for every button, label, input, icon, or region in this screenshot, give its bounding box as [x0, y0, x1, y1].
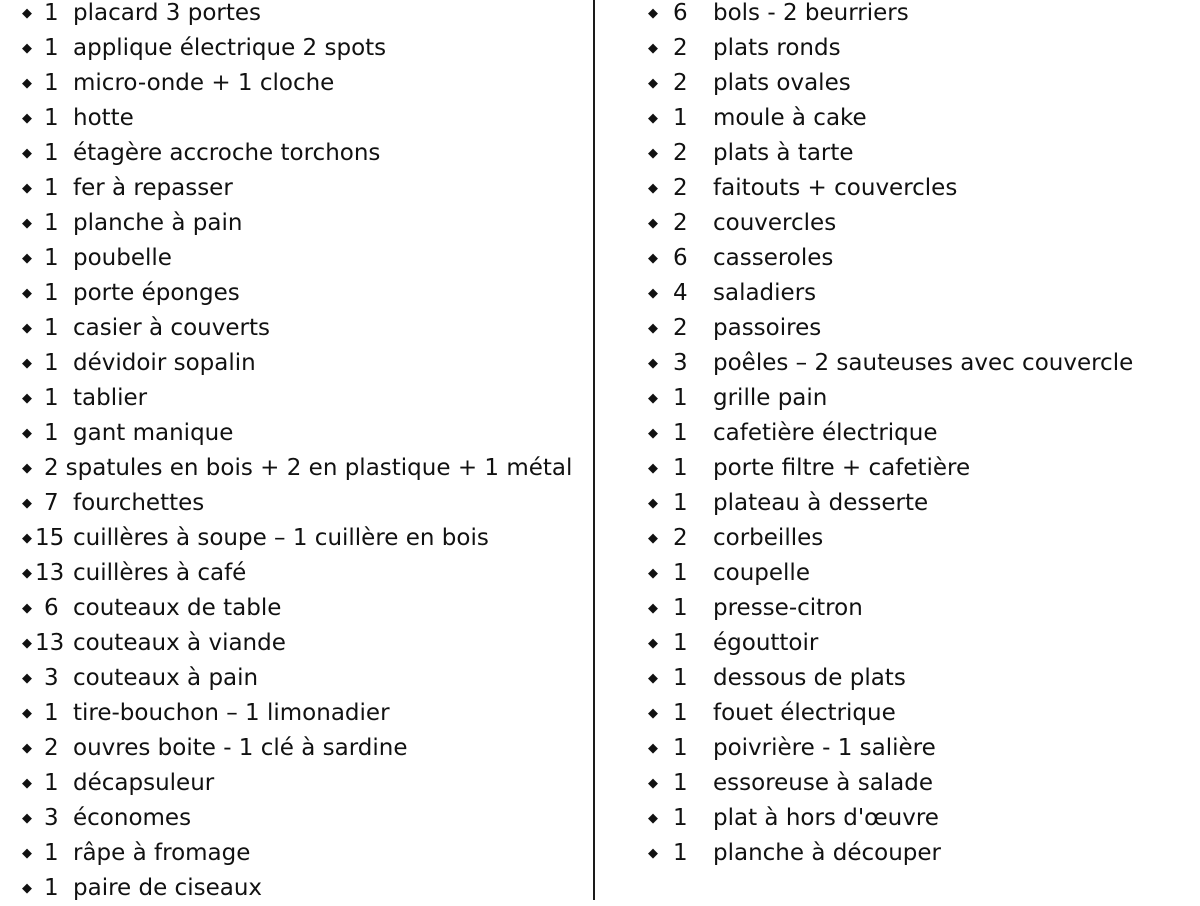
diamond-bullet-icon: ◆ — [648, 391, 658, 406]
list-item — [22, 241, 582, 276]
list-item — [648, 486, 1193, 521]
item-quantity: 1 — [44, 315, 59, 341]
diamond-bullet-icon: ◆ — [648, 41, 658, 56]
item-label: planche à pain — [73, 210, 243, 236]
item-quantity: 2 — [673, 175, 688, 201]
list-item — [22, 731, 582, 766]
item-label: dévidoir sopalin — [73, 350, 256, 376]
list-item — [22, 661, 582, 696]
item-label: plats à tarte — [713, 140, 854, 166]
diamond-bullet-icon: ◆ — [22, 671, 32, 686]
item-label: tire-bouchon – 1 limonadier — [73, 700, 390, 726]
inventory-list-right — [648, 0, 1193, 871]
diamond-bullet-icon: ◆ — [648, 321, 658, 336]
list-item — [22, 416, 582, 451]
list-item — [648, 66, 1193, 101]
list-item — [648, 451, 1193, 486]
diamond-bullet-icon: ◆ — [22, 496, 32, 511]
list-item — [22, 0, 582, 31]
item-quantity: 3 — [44, 805, 59, 831]
item-label: micro-onde + 1 cloche — [73, 70, 335, 96]
item-quantity: 3 — [673, 350, 688, 376]
diamond-bullet-icon: ◆ — [22, 111, 32, 126]
diamond-bullet-icon: ◆ — [648, 601, 658, 616]
list-item — [22, 556, 582, 591]
item-quantity: 1 — [44, 700, 59, 726]
diamond-bullet-icon: ◆ — [648, 496, 658, 511]
diamond-bullet-icon: ◆ — [648, 251, 658, 266]
list-item — [648, 381, 1193, 416]
list-item — [648, 276, 1193, 311]
item-label: planche à découper — [713, 840, 942, 866]
diamond-bullet-icon: ◆ — [648, 566, 658, 581]
item-quantity: 7 — [44, 490, 59, 516]
list-item — [22, 486, 582, 521]
item-quantity: 1 — [673, 595, 688, 621]
item-label: plat à hors d'œuvre — [713, 805, 939, 831]
list-item — [22, 801, 582, 836]
item-quantity: 4 — [673, 280, 688, 306]
item-label: saladiers — [713, 280, 817, 306]
item-label: tablier — [73, 385, 148, 411]
diamond-bullet-icon: ◆ — [648, 76, 658, 91]
list-item — [648, 136, 1193, 171]
item-quantity: 2 — [44, 735, 59, 761]
item-quantity: 1 — [44, 280, 59, 306]
inventory-list-left — [22, 0, 582, 906]
list-item — [22, 206, 582, 241]
item-quantity: 1 — [44, 140, 59, 166]
item-label: poêles – 2 sauteuses avec couvercle — [713, 350, 1134, 376]
list-item — [22, 591, 582, 626]
diamond-bullet-icon: ◆ — [22, 881, 32, 896]
item-quantity: 2 — [673, 140, 688, 166]
list-item — [648, 801, 1193, 836]
item-label: cafetière électrique — [713, 420, 938, 446]
item-label: porte éponges — [73, 280, 240, 306]
item-label: fer à repasser — [73, 175, 233, 201]
list-item — [22, 626, 582, 661]
list-item — [648, 556, 1193, 591]
list-item — [648, 731, 1193, 766]
diamond-bullet-icon: ◆ — [648, 356, 658, 371]
list-item — [648, 31, 1193, 66]
list-item — [648, 766, 1193, 801]
diamond-bullet-icon: ◆ — [22, 251, 32, 266]
diamond-bullet-icon: ◆ — [22, 286, 32, 301]
diamond-bullet-icon: ◆ — [648, 146, 658, 161]
item-label: plats ovales — [713, 70, 851, 96]
list-item — [648, 836, 1193, 871]
item-quantity: 1 — [44, 875, 59, 901]
list-item — [648, 626, 1193, 661]
diamond-bullet-icon: ◆ — [648, 636, 658, 651]
item-quantity: 6 — [673, 0, 688, 26]
item-quantity: 3 — [44, 665, 59, 691]
list-item — [22, 171, 582, 206]
item-label: couvercles — [713, 210, 837, 236]
item-label: spatules en bois + 2 en plastique + 1 métal — [65, 455, 573, 481]
list-item — [22, 521, 582, 556]
item-label: faitouts + couvercles — [713, 175, 958, 201]
list-item — [648, 661, 1193, 696]
item-quantity: 1 — [44, 210, 59, 236]
diamond-bullet-icon: ◆ — [22, 76, 32, 91]
item-quantity: 1 — [44, 175, 59, 201]
diamond-bullet-icon: ◆ — [22, 321, 32, 336]
diamond-bullet-icon: ◆ — [648, 776, 658, 791]
item-label: poubelle — [73, 245, 172, 271]
item-quantity: 1 — [673, 665, 688, 691]
diamond-bullet-icon: ◆ — [22, 601, 32, 616]
diamond-bullet-icon: ◆ — [22, 741, 32, 756]
diamond-bullet-icon: ◆ — [22, 391, 32, 406]
item-label: hotte — [73, 105, 134, 131]
item-label: poivrière - 1 salière — [713, 735, 936, 761]
item-label: bols - 2 beurriers — [713, 0, 909, 26]
item-label: râpe à fromage — [73, 840, 251, 866]
diamond-bullet-icon: ◆ — [22, 531, 32, 546]
list-item — [648, 346, 1193, 381]
item-quantity: 1 — [673, 490, 688, 516]
column-divider — [593, 0, 595, 900]
list-item — [648, 591, 1193, 626]
item-label: moule à cake — [713, 105, 867, 131]
item-label: cuillères à café — [73, 560, 247, 586]
item-label: ouvres boite - 1 clé à sardine — [73, 735, 408, 761]
list-item — [648, 0, 1193, 31]
diamond-bullet-icon: ◆ — [22, 636, 32, 651]
diamond-bullet-icon: ◆ — [22, 216, 32, 231]
diamond-bullet-icon: ◆ — [22, 776, 32, 791]
item-label: presse-citron — [713, 595, 863, 621]
item-quantity: 1 — [44, 0, 59, 26]
list-item — [22, 346, 582, 381]
list-item — [648, 311, 1193, 346]
diamond-bullet-icon: ◆ — [22, 846, 32, 861]
item-quantity: 1 — [673, 455, 688, 481]
item-quantity: 1 — [44, 840, 59, 866]
item-label: plateau à desserte — [713, 490, 929, 516]
item-label: paire de ciseaux — [73, 875, 263, 901]
item-label: égouttoir — [713, 630, 819, 656]
diamond-bullet-icon: ◆ — [22, 146, 32, 161]
item-label: gant manique — [73, 420, 234, 446]
list-item — [22, 766, 582, 801]
item-label: fouet électrique — [713, 700, 896, 726]
item-quantity: 1 — [673, 630, 688, 656]
item-label: économes — [73, 805, 192, 831]
item-label: décapsuleur — [73, 770, 215, 796]
item-quantity: 2 — [673, 315, 688, 341]
diamond-bullet-icon: ◆ — [648, 811, 658, 826]
item-label: casier à couverts — [73, 315, 270, 341]
item-quantity: 13 — [35, 560, 65, 586]
item-quantity: 1 — [673, 420, 688, 446]
diamond-bullet-icon: ◆ — [22, 41, 32, 56]
item-label: grille pain — [713, 385, 828, 411]
item-quantity: 2 — [673, 210, 688, 236]
diamond-bullet-icon: ◆ — [648, 426, 658, 441]
item-quantity: 1 — [673, 385, 688, 411]
item-label: applique électrique 2 spots — [73, 35, 387, 61]
item-quantity: 1 — [673, 700, 688, 726]
item-label: placard 3 portes — [73, 0, 262, 26]
diamond-bullet-icon: ◆ — [22, 811, 32, 826]
item-label: porte filtre + cafetière — [713, 455, 971, 481]
diamond-bullet-icon: ◆ — [22, 356, 32, 371]
item-quantity: 1 — [44, 350, 59, 376]
list-item — [22, 871, 582, 906]
list-item — [22, 101, 582, 136]
item-label: étagère accroche torchons — [73, 140, 381, 166]
diamond-bullet-icon: ◆ — [648, 741, 658, 756]
diamond-bullet-icon: ◆ — [648, 181, 658, 196]
item-quantity: 2 — [673, 70, 688, 96]
diamond-bullet-icon: ◆ — [648, 531, 658, 546]
item-quantity: 1 — [44, 105, 59, 131]
item-label: cuillères à soupe – 1 cuillère en bois — [73, 525, 489, 551]
list-item — [22, 311, 582, 346]
diamond-bullet-icon: ◆ — [648, 6, 658, 21]
item-label: couteaux à pain — [73, 665, 259, 691]
item-label: fourchettes — [73, 490, 205, 516]
list-item — [22, 381, 582, 416]
item-quantity: 1 — [673, 805, 688, 831]
item-quantity: 1 — [44, 385, 59, 411]
diamond-bullet-icon: ◆ — [648, 671, 658, 686]
list-item — [22, 696, 582, 731]
item-quantity: 2 — [673, 35, 688, 61]
item-label: couteaux de table — [73, 595, 282, 621]
list-item — [22, 31, 582, 66]
item-label: passoires — [713, 315, 822, 341]
item-quantity: 1 — [44, 35, 59, 61]
item-quantity: 2 — [44, 455, 59, 481]
item-quantity: 1 — [673, 770, 688, 796]
list-item — [22, 836, 582, 871]
item-quantity: 1 — [44, 70, 59, 96]
item-quantity: 15 — [35, 525, 65, 551]
item-quantity: 1 — [673, 560, 688, 586]
diamond-bullet-icon: ◆ — [648, 111, 658, 126]
item-quantity: 2 — [673, 525, 688, 551]
diamond-bullet-icon: ◆ — [648, 286, 658, 301]
list-item — [648, 206, 1193, 241]
item-label: dessous de plats — [713, 665, 906, 691]
list-item — [22, 136, 582, 171]
item-quantity: 1 — [44, 770, 59, 796]
diamond-bullet-icon: ◆ — [22, 6, 32, 21]
diamond-bullet-icon: ◆ — [22, 181, 32, 196]
list-item — [648, 241, 1193, 276]
item-label: essoreuse à salade — [713, 770, 934, 796]
diamond-bullet-icon: ◆ — [648, 216, 658, 231]
item-label: corbeilles — [713, 525, 824, 551]
item-quantity: 6 — [673, 245, 688, 271]
item-quantity: 1 — [44, 245, 59, 271]
list-item — [22, 276, 582, 311]
list-item — [22, 66, 582, 101]
item-quantity: 1 — [44, 420, 59, 446]
list-item — [648, 521, 1193, 556]
diamond-bullet-icon: ◆ — [22, 461, 32, 476]
list-item — [648, 416, 1193, 451]
item-quantity: 13 — [35, 630, 65, 656]
item-quantity: 1 — [673, 105, 688, 131]
item-label: plats ronds — [713, 35, 841, 61]
diamond-bullet-icon: ◆ — [648, 461, 658, 476]
item-quantity: 6 — [44, 595, 59, 621]
item-label: coupelle — [713, 560, 810, 586]
list-item — [648, 101, 1193, 136]
list-item — [648, 696, 1193, 731]
diamond-bullet-icon: ◆ — [22, 426, 32, 441]
item-quantity: 1 — [673, 840, 688, 866]
diamond-bullet-icon: ◆ — [648, 846, 658, 861]
list-item — [22, 451, 582, 486]
item-quantity: 1 — [673, 735, 688, 761]
diamond-bullet-icon: ◆ — [22, 566, 32, 581]
item-label: couteaux à viande — [73, 630, 286, 656]
item-label: casseroles — [713, 245, 834, 271]
diamond-bullet-icon: ◆ — [648, 706, 658, 721]
diamond-bullet-icon: ◆ — [22, 706, 32, 721]
list-item — [648, 171, 1193, 206]
